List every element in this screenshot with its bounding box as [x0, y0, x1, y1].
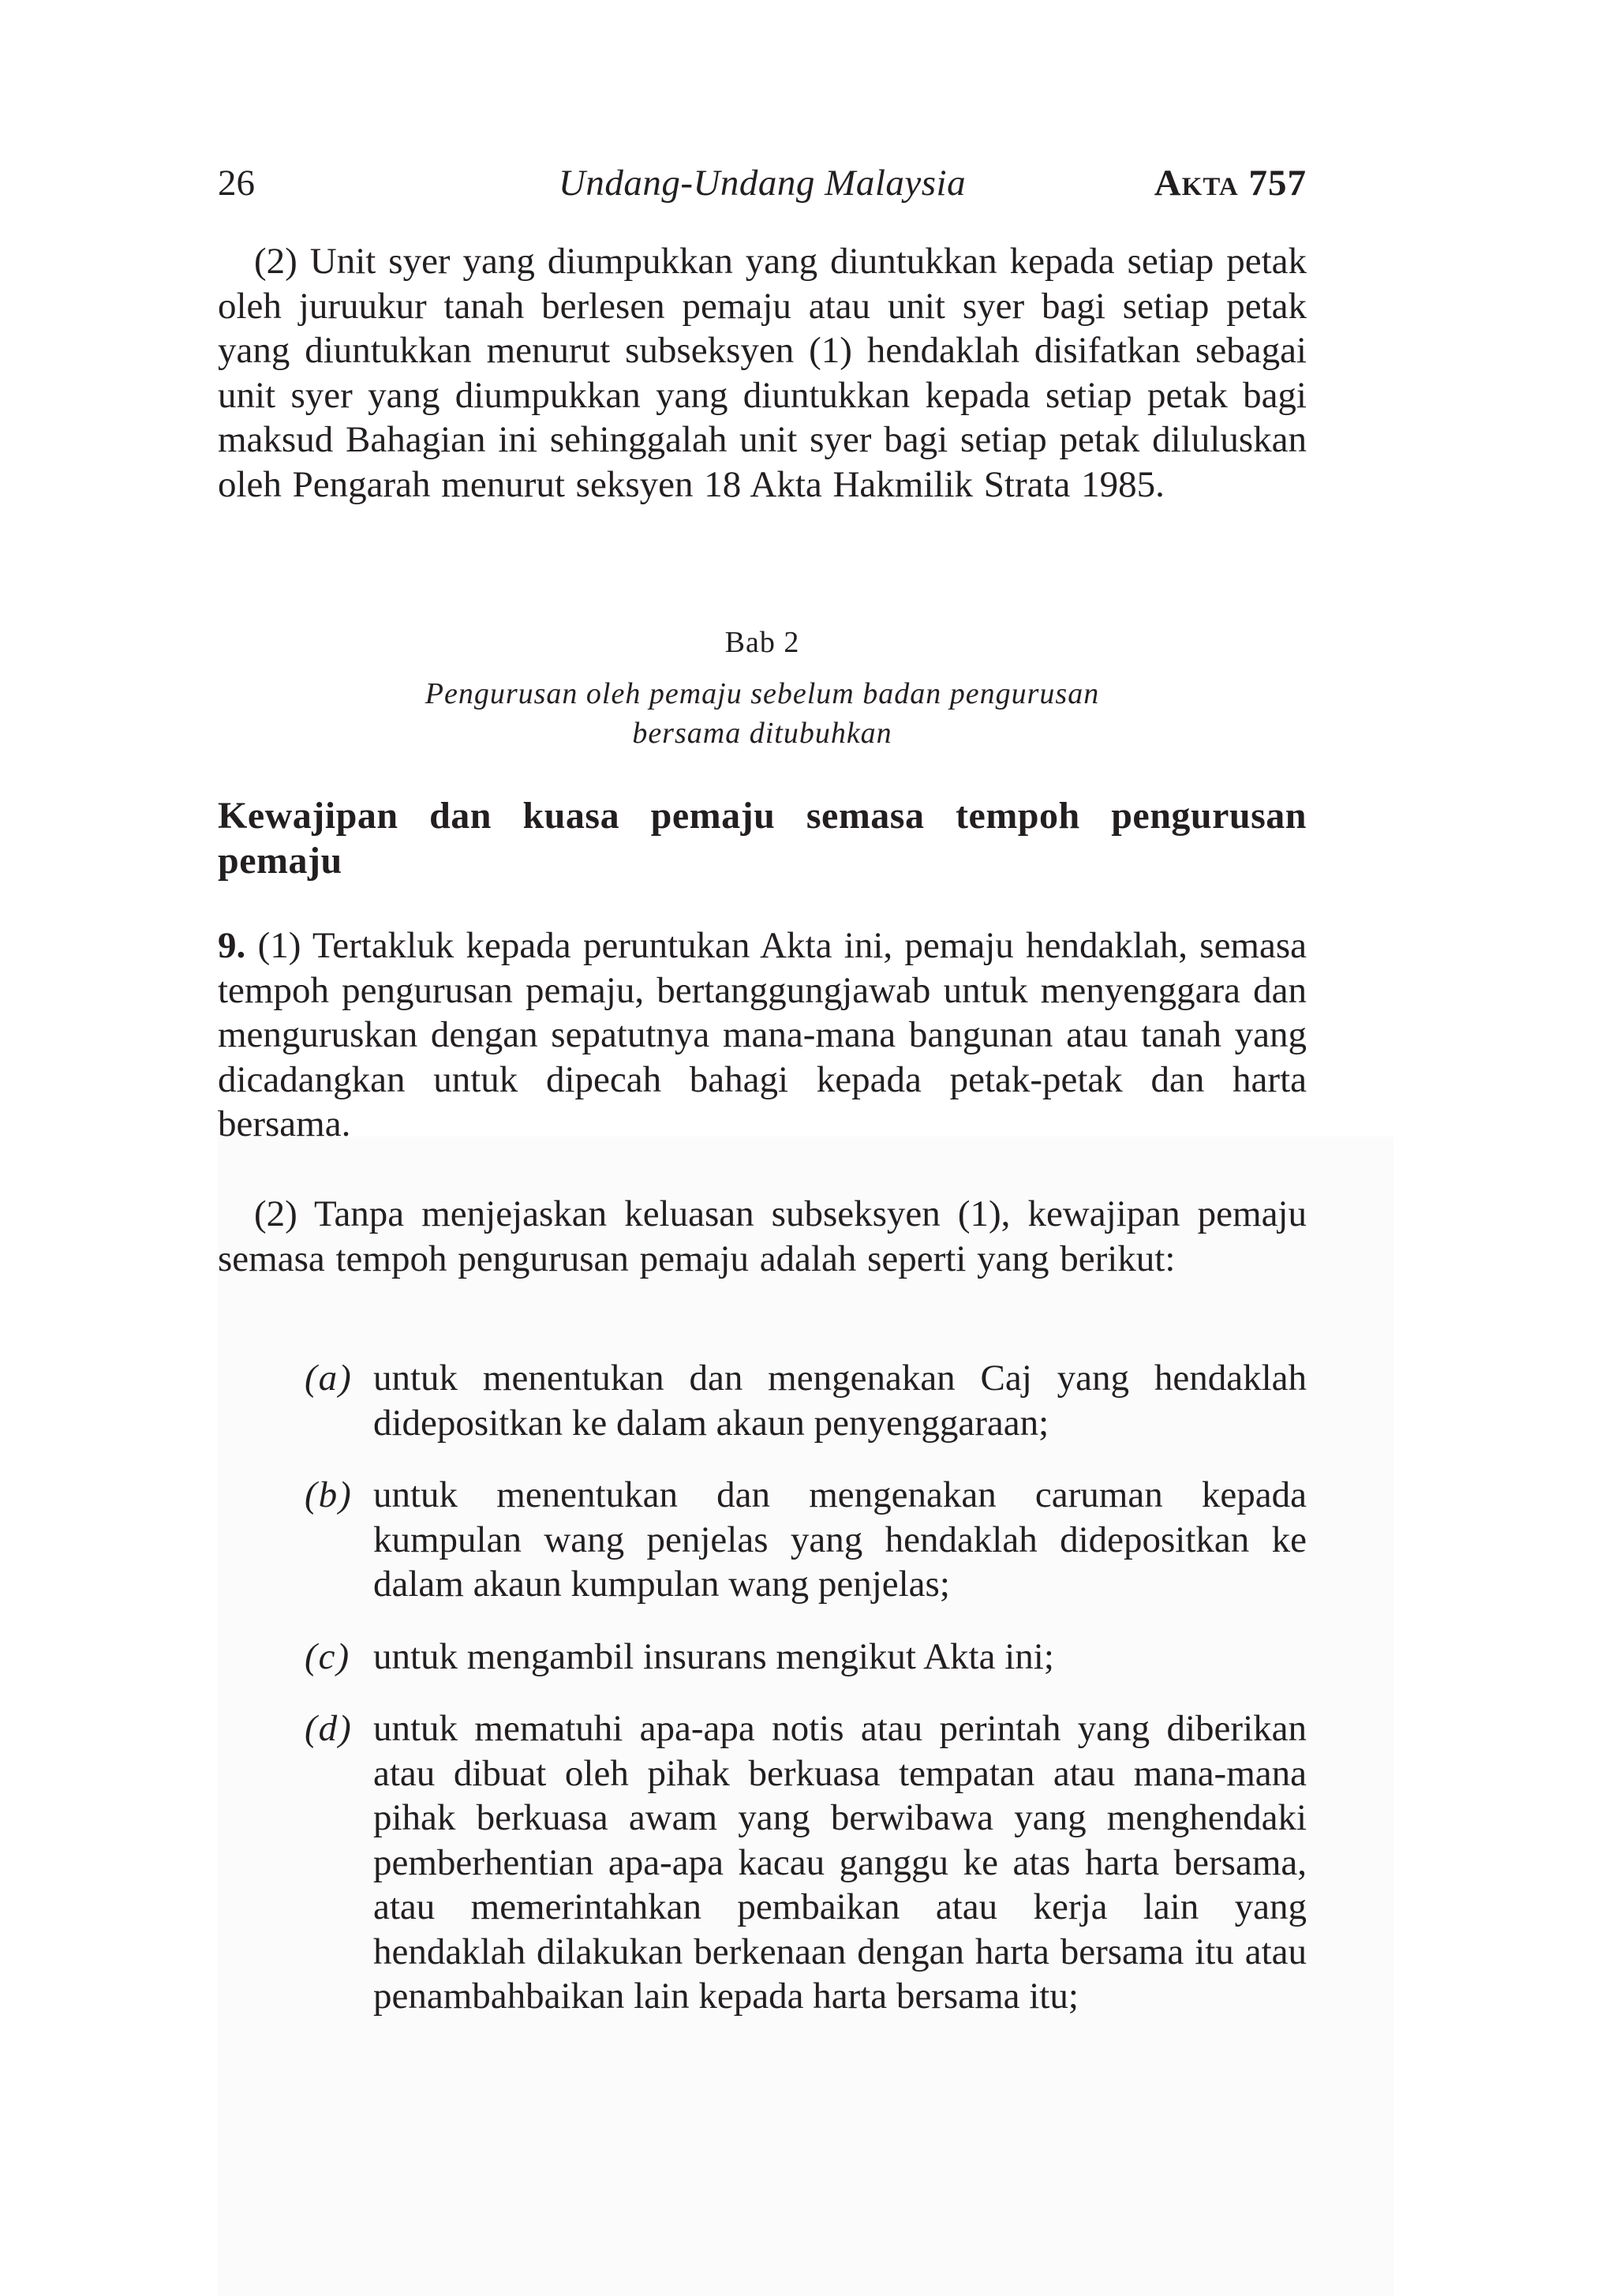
running-head-title: Undang-Undang Malaysia — [558, 163, 967, 204]
list-item-text: untuk mematuhi apa-apa notis atau perintah yang diberikan atau dibuat oleh pihak berkuasa tempatan atau mana-mana pihak berkuasa awam yang berwibawa yang menghendaki pemberhentian apa-apa kacau ganggu ke atas harta bersama, atau memerintahkan pembaikan atau kerja lain yang hendaklah dilakukan berkenaan dengan harta bersama itu atau penambahbaikan lain kepada harta bersama itu; — [373, 1708, 1307, 2017]
chapter-title-line-1: Pengurusan oleh pemaju sebelum badan pengurusan — [425, 677, 1100, 710]
list-item-label: (c) — [305, 1636, 351, 1677]
subsection-9-2: (2) Tanpa menjejaskan keluasan subseksyen (1), kewajipan pemaju semasa tempoh pengurusan pemaju adalah seperti yang berikut: — [218, 1193, 1307, 1279]
chapter-number: Bab 2 — [724, 626, 800, 659]
subsection-8-2: (2) Unit syer yang diumpukkan yang diuntukkan kepada setiap petak oleh juruukur tanah berlesen pemaju atau unit syer bagi setiap petak yang diuntukkan menurut subseksyen (1) hendaklah disifatkan sebagai unit syer yang diumpukkan yang diuntukkan kepada setiap petak bagi maksud Bahagian ini sehinggalah unit syer bagi setiap petak diluluskan oleh Pengarah menurut seksyen 18 Akta Hakmilik Strata 1985. — [218, 241, 1307, 505]
list-item-label: (a) — [305, 1358, 353, 1399]
list-item-text: untuk menentukan dan mengenakan caruman kepada kumpulan wang penjelas yang hendaklah didepositkan ke dalam akaun kumpulan wang penjelas; — [373, 1474, 1307, 1605]
running-head — [218, 158, 1307, 208]
list-item-text: untuk mengambil insurans mengikut Akta ini; — [373, 1636, 1054, 1677]
chapter-title-line-2: bersama ditubuhkan — [632, 717, 892, 750]
act-number: Akta 757 — [1154, 163, 1307, 204]
list-item-label: (b) — [305, 1474, 353, 1515]
section-number: 9. — [218, 925, 246, 966]
subsection-9-1 — [218, 923, 1307, 1147]
section-heading: Kewajipan dan kuasa pemaju semasa tempoh pengurusan pemaju — [218, 795, 1307, 882]
chapter-title — [218, 674, 1307, 753]
list-item-text: untuk menentukan dan mengenakan Caj yang hendaklah didepositkan ke dalam akaun penyenggaraan; — [373, 1358, 1307, 1444]
subsection-9-1-text: (1) Tertakluk kepada peruntukan Akta ini, pemaju hendaklah, semasa tempoh pengurusan pemaju, bertanggungjawab untuk menyenggara dan menguruskan dengan sepatutnya mana-mana bangunan atau tanah yang dicadangkan untuk dipecah bahagi kepada petak-petak dan harta bersama. — [218, 925, 1307, 1144]
page-number: 26 — [218, 163, 255, 204]
list-item-label: (d) — [305, 1708, 353, 1749]
